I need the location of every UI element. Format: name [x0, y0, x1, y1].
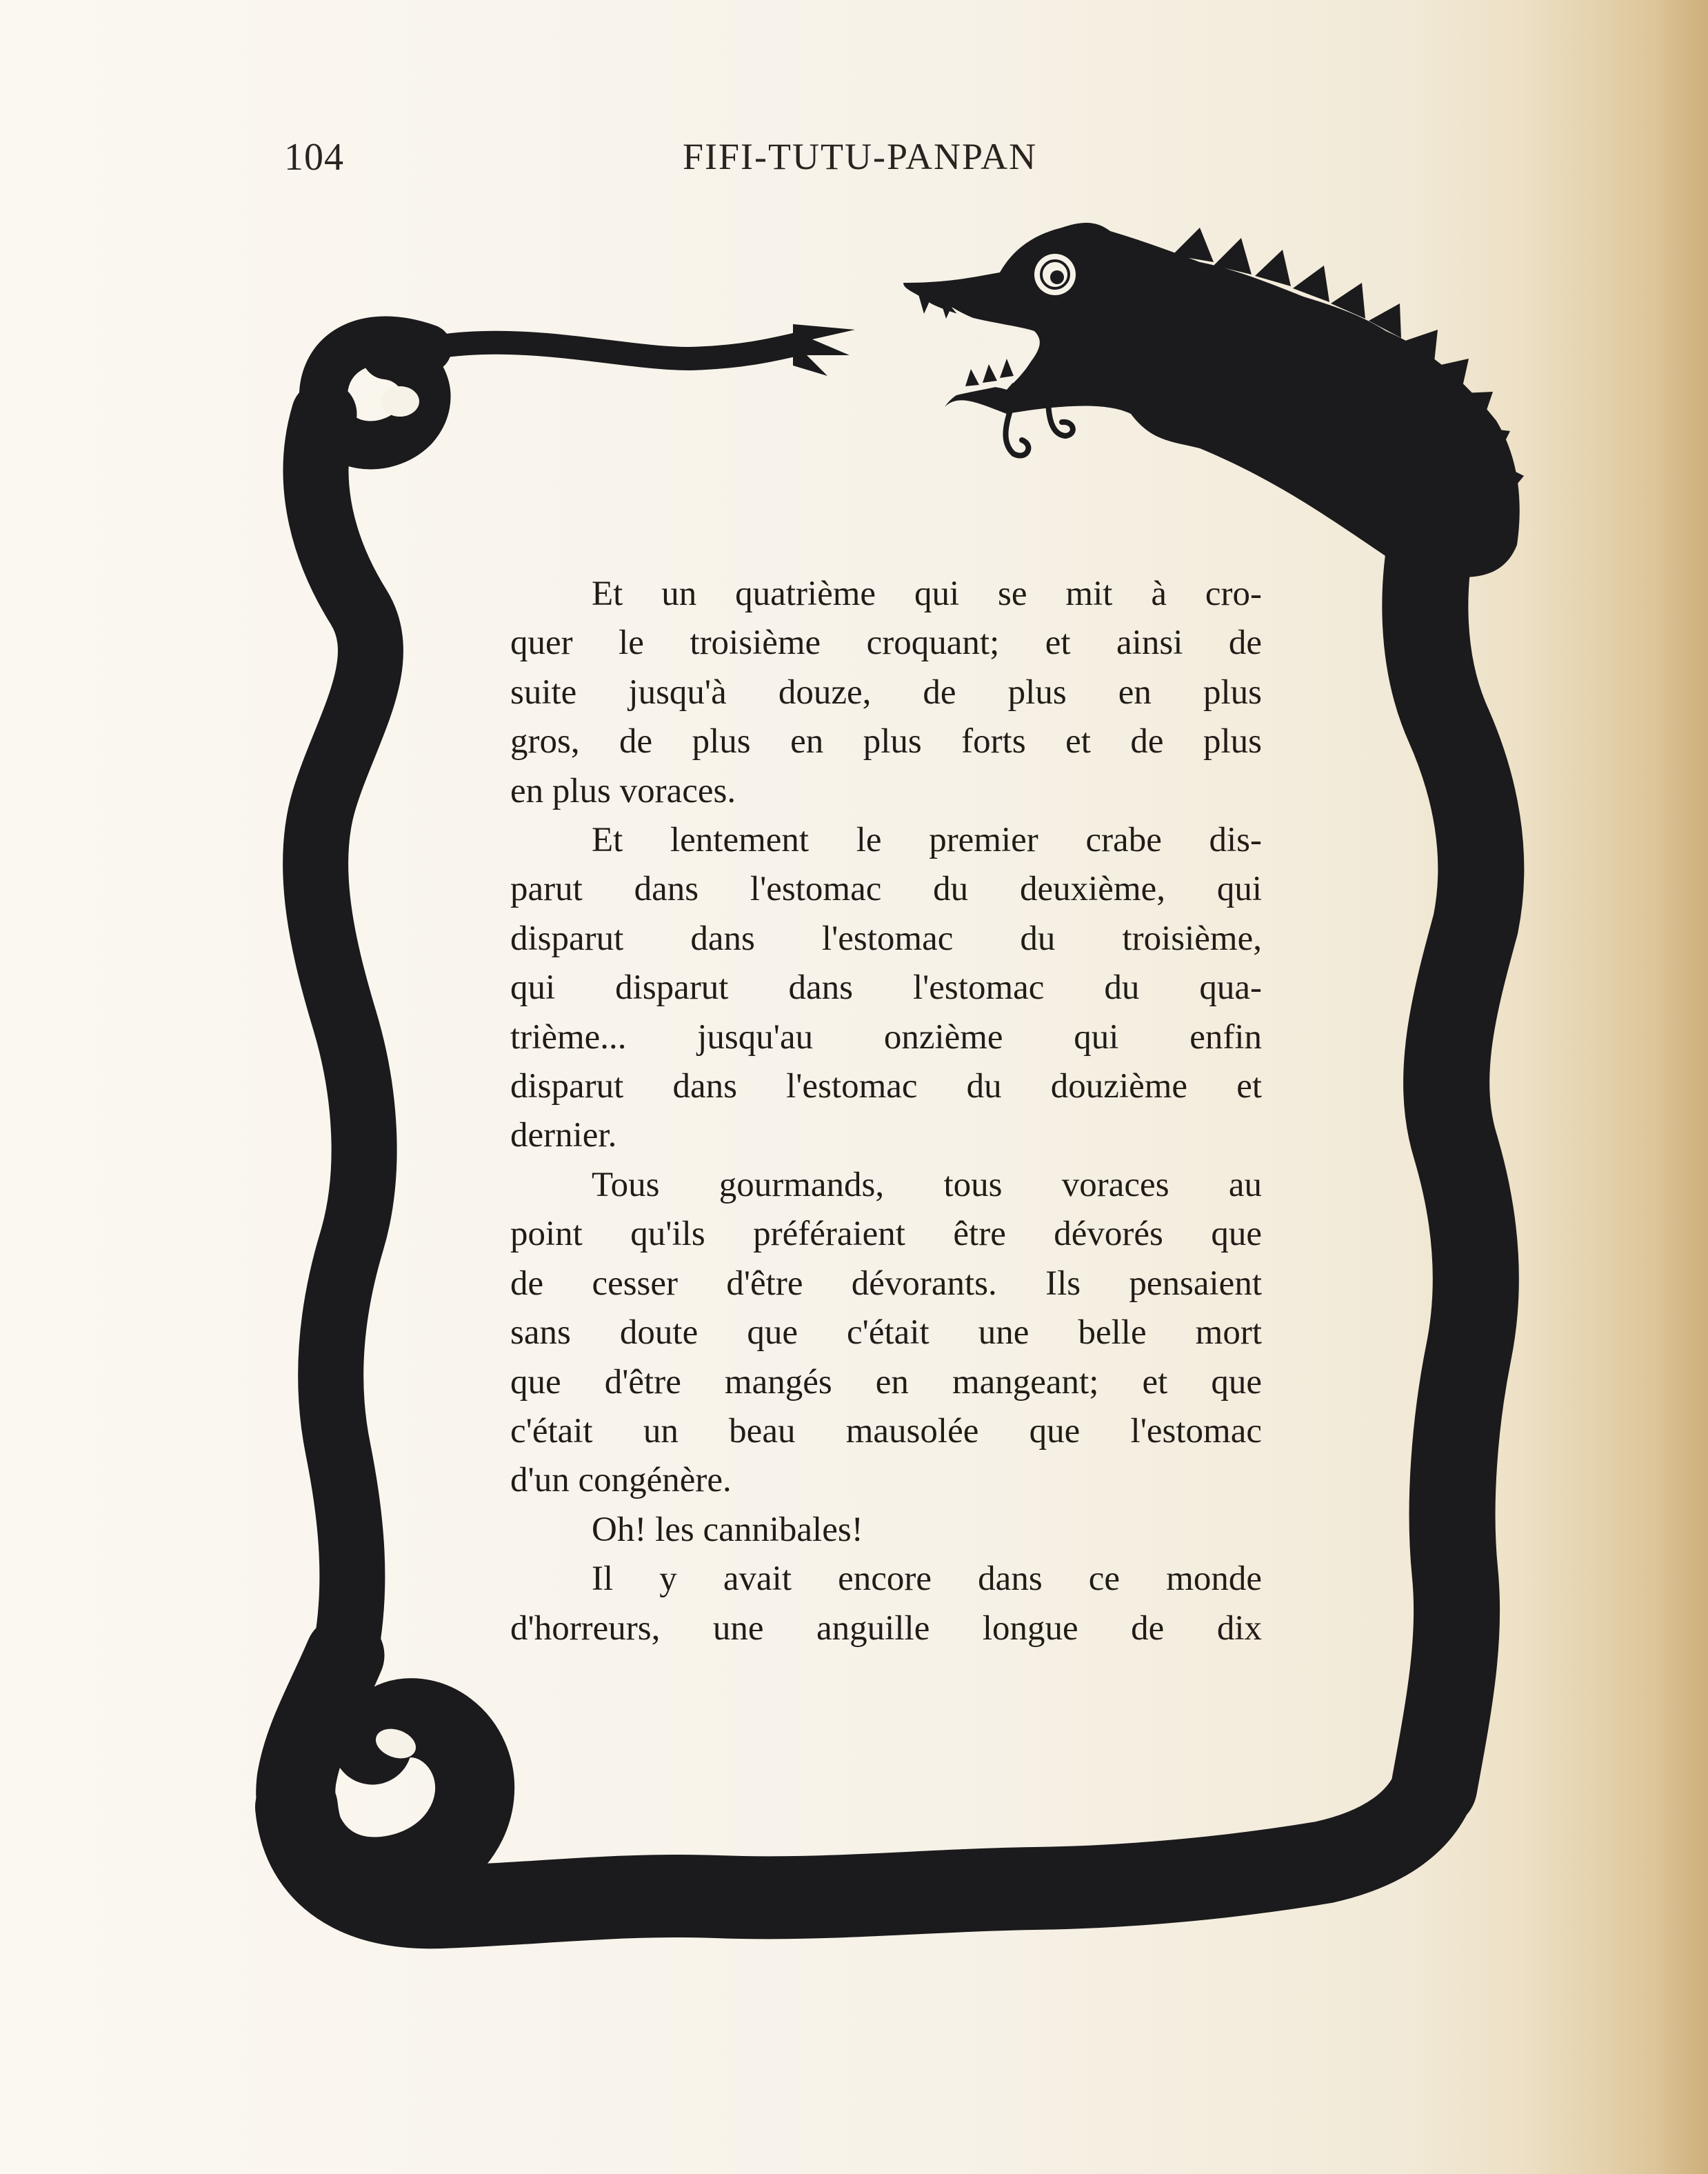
text-line: disparut dans l'estomac du troisième, [510, 919, 1262, 958]
text-line: Et un quatrième qui se mit à cro- [592, 575, 1262, 613]
text-line: Et lentement le premier crabe dis- [592, 821, 1262, 860]
text-line: c'était un beau mausolée que l'estomac [510, 1411, 1262, 1450]
text-line: d'un congénère. [510, 1461, 732, 1500]
text-line: Oh! les cannibales! [592, 1510, 863, 1549]
text-line: sans doute que c'était une belle mort [510, 1313, 1262, 1353]
page-number: 104 [284, 136, 344, 179]
text-line: d'horreurs, une anguille longue de dix [510, 1608, 1262, 1648]
text-line: Il y avait encore dans ce monde [592, 1559, 1262, 1599]
text-line: en plus voraces. [510, 771, 736, 810]
text-line: parut dans l'estomac du deuxième, qui [510, 870, 1262, 909]
body-text [510, 570, 1262, 1653]
text-line: dernier. [510, 1116, 617, 1155]
text-line: trième... jusqu'au onzième qui enfin [510, 1017, 1262, 1057]
running-title: FIFI-TUTU-PANPAN [683, 136, 1038, 177]
text-line: qui disparut dans l'estomac du qua- [510, 968, 1262, 1008]
text-line: quer le troisième croquant; et ainsi de [510, 624, 1262, 663]
text-line: de cesser d'être dévorants. Ils pensaient [510, 1264, 1262, 1303]
text-line: suite jusqu'à douze, de plus en plus [510, 672, 1262, 712]
text-line: gros, de plus en plus forts et de plus [510, 722, 1262, 761]
text-line: que d'être mangés en mangeant; et que [510, 1362, 1262, 1402]
text-line: Tous gourmands, tous voraces au [592, 1165, 1262, 1204]
text-line: disparut dans l'estomac du douzième et [510, 1067, 1262, 1106]
text-line: point qu'ils préféraient être dévorés que [510, 1215, 1262, 1254]
